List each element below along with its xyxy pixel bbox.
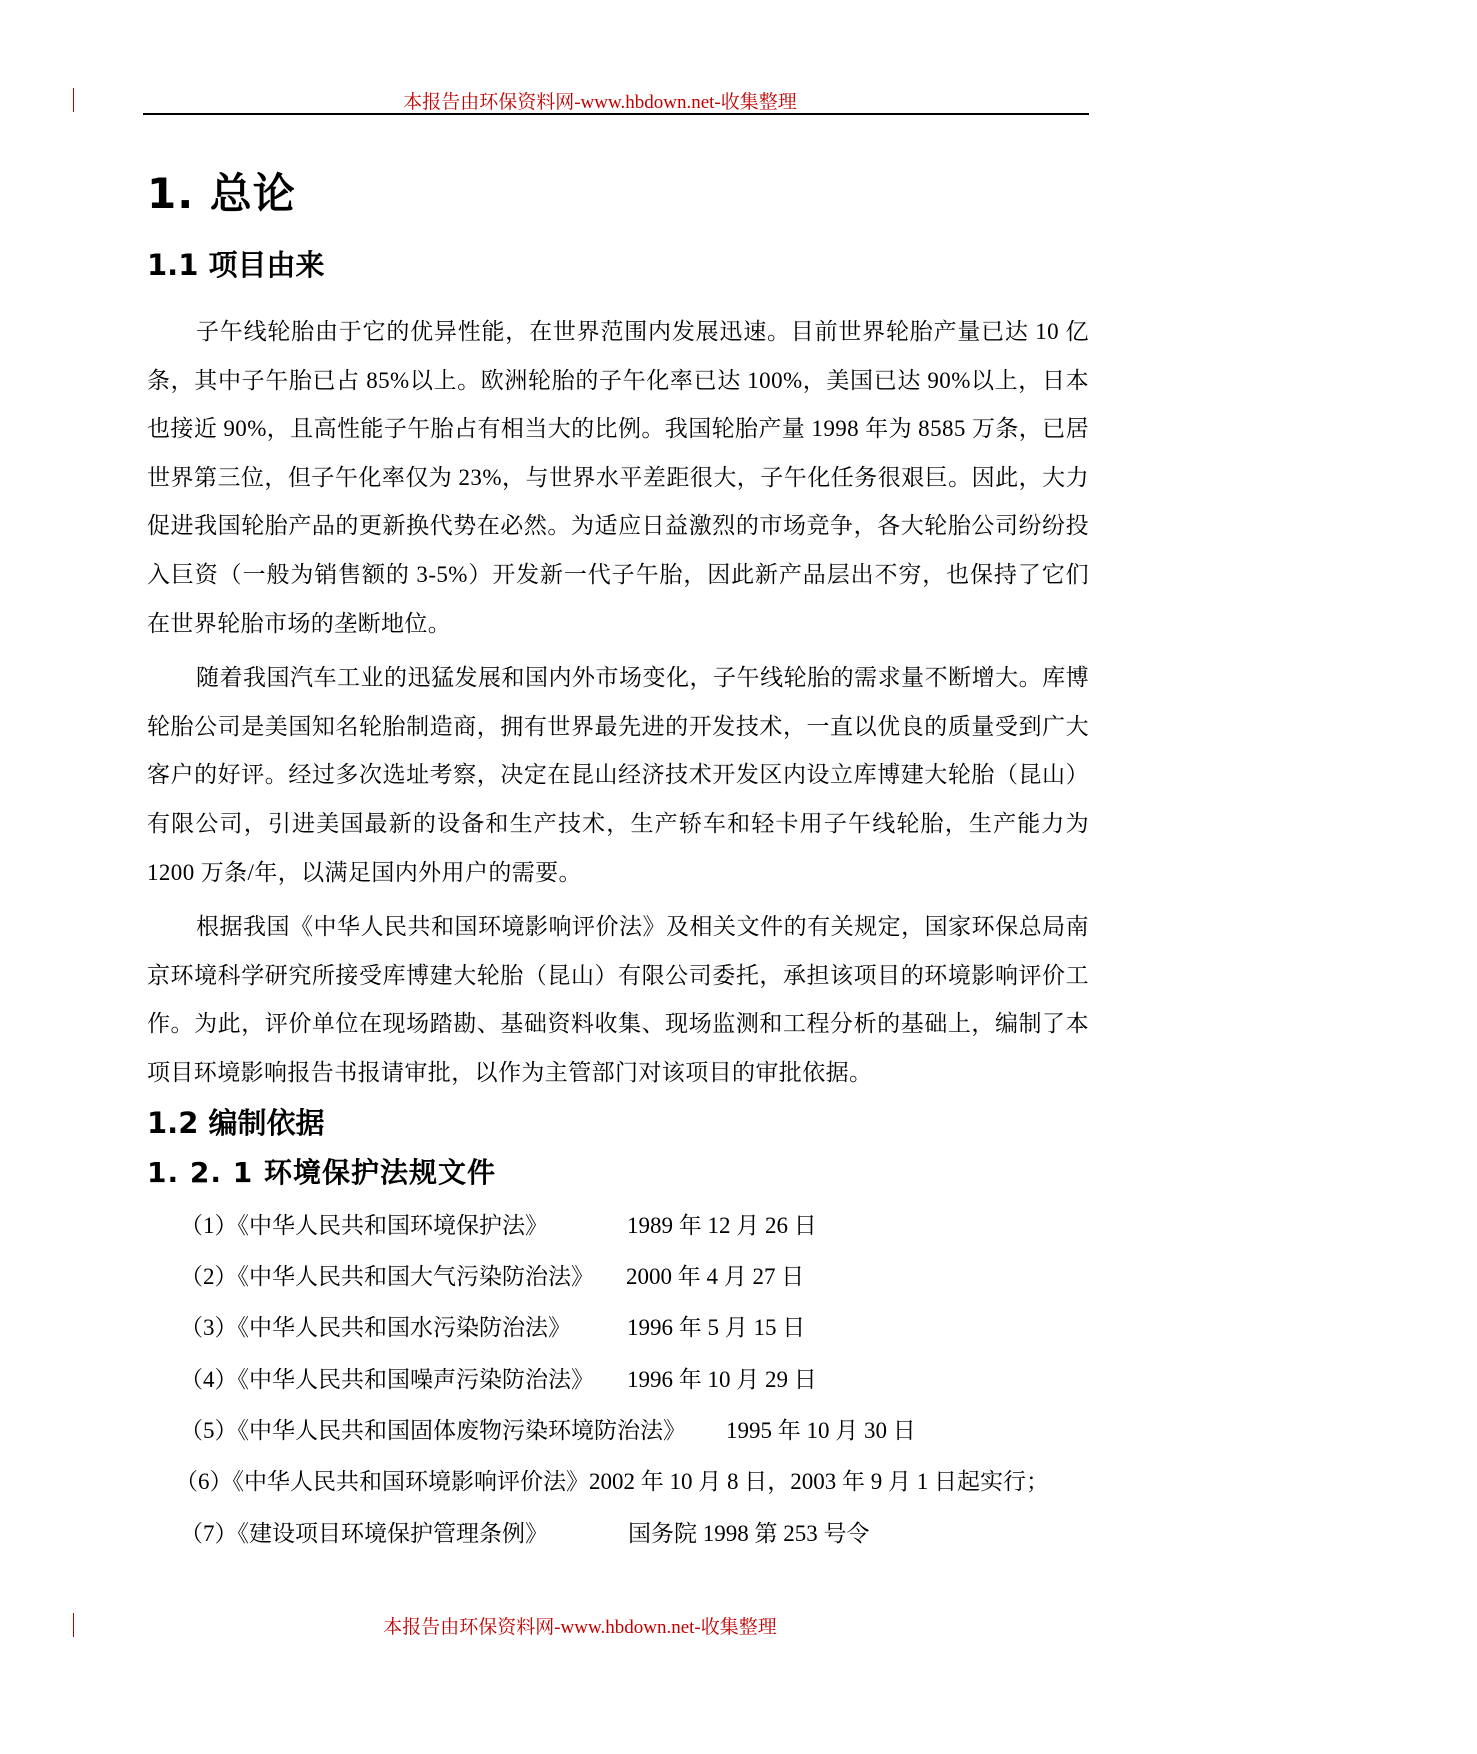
law-date: 1996 年 10 月 29 日 [627,1366,817,1392]
law-date: 2000 年 4 月 27 日 [626,1263,805,1289]
law-name: （4）《中华人民共和国噪声污染防治法》 [180,1366,594,1392]
law-name: （7）《建设项目环境保护管理条例》 [180,1520,548,1546]
chapter-title: 1. 总论 [147,169,296,218]
law-list [147,1200,1089,1560]
law-name: （1）《中华人民共和国环境保护法》 [180,1212,548,1238]
law-name: （2）《中华人民共和国大气污染防治法》 [180,1263,594,1289]
document-body [147,160,1089,1559]
list-item [147,1508,1089,1559]
list-item [147,1405,1089,1456]
paragraph-1: 子午线轮胎由于它的优异性能，在世界范围内发展迅速。目前世界轮胎产量已达 10 亿条，其中子午胎已占 85%以上。欧洲轮胎的子午化率已达 100%，美国已达 90%以上，日本也接近 90%，且高性能子午胎占有相当大的比例。我国轮胎产量 1998 年为 8585 万条，已居世界第三位，但子午化率仅为 23%，与世界水平差距很大，子午化任务很艰巨。因此，大力促进我国轮胎产品的更新换代势在必然。为适应日益激烈的市场竞争，各大轮胎公司纷纷投入巨资（一般为销售额的 3-5%）开发新一代子午胎，因此新产品层出不穷，也保持了它们在世界轮胎市场的垄断地位。 [147,319,1089,636]
law-date: 1989 年 12 月 26 日 [627,1212,817,1238]
header-watermark: 本报告由环保资料网-www.hbdown.net-收集整理 [403,92,797,113]
section-title-1-1: 1.1 项目由来 [147,248,325,282]
paragraph-3: 根据我国《中华人民共和国环境影响评价法》及相关文件的有关规定，国家环保总局南京环境科学研究所接受库博建大轮胎（昆山）有限公司委托，承担该项目的环境影响评价工作。为此，评价单位在现场踏勘、基础资料收集、现场监测和工程分析的基础上，编制了本项目环境影响报告书报请审批，以作为主管部门对该项目的审批依据。 [147,914,1089,1085]
law-date: 国务院 1998 第 253 号令 [628,1520,870,1546]
law-date: 1995 年 10 月 30 日 [726,1418,916,1444]
law-name: （6）《中华人民共和国环境影响评价法》2002 年 10 月 8 日，2003 年 9 月 1 日起实行； [175,1469,1049,1495]
list-item [147,1302,1089,1353]
list-item [147,1200,1089,1251]
list-item [147,1354,1089,1405]
section-title-1-2: 1.2 编制依据 [147,1105,325,1140]
law-name: （3）《中华人民共和国水污染防治法》 [180,1315,571,1341]
law-date: 1996 年 5 月 15 日 [627,1315,806,1341]
law-name: （5）《中华人民共和国固体废物污染环境防治法》 [180,1418,686,1444]
list-item [147,1251,1089,1302]
paragraph-2: 随着我国汽车工业的迅猛发展和国内外市场变化，子午线轮胎的需求量不断增大。库博轮胎公司是美国知名轮胎制造商，拥有世界最先进的开发技术，一直以优良的质量受到广大客户的好评。经过多次选址考察，决定在昆山经济技术开发区内设立库博建大轮胎（昆山）有限公司，引进美国最新的设备和生产技术，生产轿车和轻卡用子午线轮胎，生产能力为 1200 万条/年，以满足国内外用户的需要。 [147,665,1089,885]
section-title-1-2-1: 1. 2. 1 环境保护法规文件 [147,1155,496,1189]
list-item [147,1456,1089,1507]
footer-watermark: 本报告由环保资料网-www.hbdown.net-收集整理 [383,1617,777,1638]
header-rule [143,113,1089,115]
